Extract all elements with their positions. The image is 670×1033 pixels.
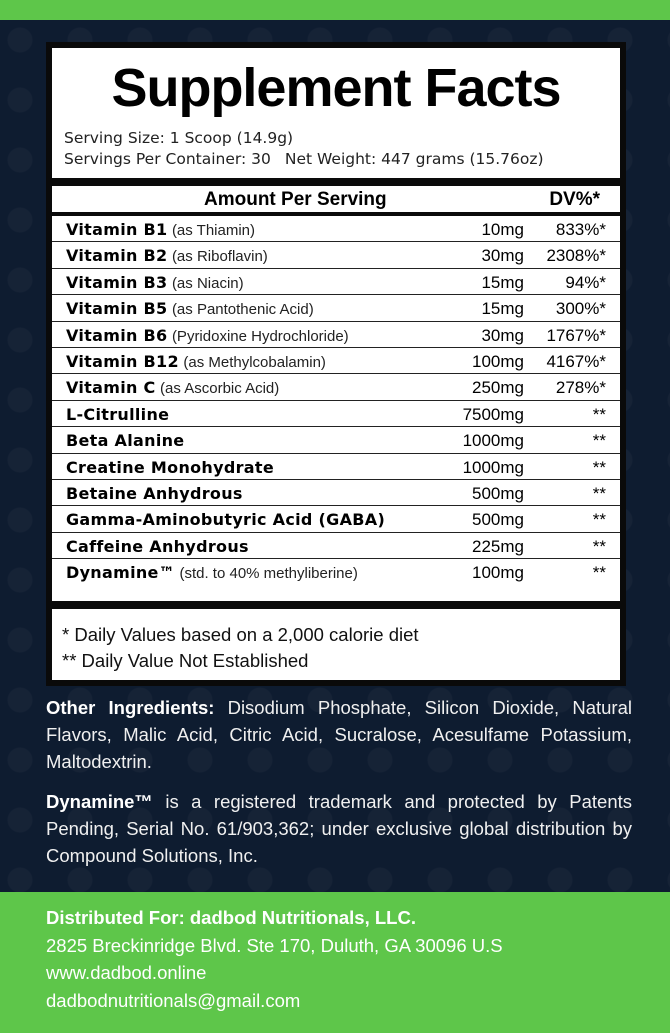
distributor-email[interactable]: dadbodnutritionals@gmail.com [46,989,301,1011]
nutrient-amount: 1000mg [462,431,524,451]
nutrient-amount: 1000mg [462,457,524,477]
nutrient-name-cell [66,560,358,586]
nutrient-row [52,216,620,242]
divider-bottom [52,601,620,609]
nutrient-row [52,401,620,427]
footnote-daily-values: * Daily Values based on a 2,000 calorie diet [62,624,419,645]
nutrient-source: (as Ascorbic Acid) [160,380,280,398]
supplement-facts-panel [46,42,626,686]
nutrient-name: Vitamin B6 [66,325,168,345]
nutrient-name: Vitamin B3 [66,272,168,292]
header-dv: DV%* [549,189,600,210]
distributor-heading: Distributed For: dadbod Nutritionals, LLC. [46,907,416,928]
nutrient-row [52,348,620,374]
nutrient-name: Beta Alanine [66,431,185,451]
serving-size: Serving Size: 1 Scoop (14.9g) [64,129,294,147]
nutrient-dv: 2308%* [546,246,606,266]
nutrient-name: Vitamin C [66,378,156,398]
nutrient-dv: ** [592,431,606,451]
nutrient-dv: 94%* [565,272,606,292]
nutrient-dv: ** [592,510,606,530]
nutrient-source: (as Niacin) [171,274,244,292]
nutrient-row [52,374,620,400]
nutrient-amount: 100mg [472,351,524,371]
nutrient-name-cell [66,507,385,533]
nutrient-amount: 500mg [472,483,524,503]
nutrient-amount: 15mg [481,299,524,319]
nutrient-dv: 1767%* [546,325,606,345]
nutrient-amount: 225mg [472,536,524,556]
nutrient-amount: 30mg [481,246,524,266]
distributor-info [46,904,503,1014]
nutrient-amount: 7500mg [462,404,524,424]
nutrient-row [52,506,620,532]
nutrient-name-cell [66,402,169,428]
other-ingredients [46,694,632,775]
nutrient-name: Vitamin B12 [66,351,179,371]
header-amount-per-serving: Amount Per Serving [204,189,387,210]
other-ingredients-label: Other Ingredients: [46,697,215,718]
nutrient-name-cell [66,349,326,375]
nutrient-name: L-Citrulline [66,404,170,424]
nutrient-name: Caffeine Anhydrous [66,536,249,556]
nutrient-name-cell [66,375,279,401]
nutrient-row [52,533,620,559]
nutrient-dv: 4167%* [546,351,606,371]
nutrient-name-cell [66,323,349,349]
nutrient-name-cell [66,481,243,507]
nutrient-name: Vitamin B1 [66,220,168,239]
servings-line [64,149,544,170]
nutrient-source: (as Thiamin) [171,222,256,239]
nutrient-row [52,295,620,321]
nutrient-amount: 10mg [481,220,524,239]
nutrient-name-cell [66,270,244,296]
footnote-not-established: ** Daily Value Not Established [62,650,309,671]
divider-thick [52,178,620,186]
trademark-notice [46,788,632,869]
nutrient-name-cell [66,217,255,243]
nutrient-row [52,322,620,348]
nutrient-source: (as Methylcobalamin) [183,353,326,371]
nutrient-dv: ** [592,483,606,503]
nutrient-source: (as Pantothenic Acid) [171,301,314,319]
nutrient-amount: 100mg [472,563,524,583]
nutrient-dv: 300%* [555,299,606,319]
nutrient-name: Gamma-Aminobutyric Acid (GABA) [66,510,386,530]
nutrient-name: Creatine Monohydrate [66,457,274,477]
nutrient-row [52,559,620,584]
footnotes [62,622,419,674]
nutrient-dv: ** [592,563,606,583]
nutrient-rows [52,216,620,584]
distributor-band [0,892,670,1033]
nutrient-source: (std. to 40% methyliberine) [179,565,358,583]
nutrient-row [52,242,620,268]
nutrient-name: Vitamin B2 [66,246,168,266]
nutrient-name-cell [66,455,274,481]
servings-per-container: Servings Per Container: 30 [64,150,271,168]
trademark-label: Dynamine™ [46,791,153,812]
nutrient-name-cell [66,296,314,322]
nutrient-row [52,427,620,453]
distributor-address: 2825 Breckinridge Blvd. Ste 170, Duluth, GA 30096 U.S [46,934,503,956]
nutrient-amount: 30mg [481,325,524,345]
nutrient-name-cell [66,534,249,560]
serving-info [64,128,544,170]
nutrient-dv: ** [592,404,606,424]
nutrient-row [52,480,620,506]
trademark-text: is a registered trademark and protected by Patents Pending, Serial No. 61/903,362; under exclusive global distribution by Compound Solutions, Inc. [46,791,632,866]
nutrient-amount: 500mg [472,510,524,530]
nutrient-dv: ** [592,457,606,477]
nutrient-amount: 15mg [481,272,524,292]
nutrient-dv: 278%* [555,378,606,398]
panel-title: Supplement Facts [111,58,561,118]
nutrient-name: Betaine Anhydrous [66,483,243,503]
nutrient-row [52,269,620,295]
nutrient-name: Dynamine™ [66,563,175,583]
nutrient-name-cell [66,243,268,269]
distributor-website[interactable]: www.dadbod.online [46,962,207,983]
net-weight: Net Weight: 447 grams (15.76oz) [284,150,544,168]
nutrient-dv: ** [592,536,606,556]
nutrient-name: Vitamin B5 [66,299,168,319]
nutrient-name-cell [66,428,184,454]
other-ingredients-text: Disodium Phosphate, Silicon Dioxide, Natural Flavors, Malic Acid, Citric Acid, Sucralose, Acesulfame Potassium, Maltodextrin. [46,697,632,772]
top-green-band [0,0,670,20]
nutrient-source: (as Riboflavin) [171,248,268,266]
nutrient-dv: 833%* [555,220,606,239]
nutrient-amount: 250mg [472,378,524,398]
nutrient-row [52,454,620,480]
table-header [52,188,620,212]
nutrient-source: (Pyridoxine Hydrochloride) [171,327,349,345]
